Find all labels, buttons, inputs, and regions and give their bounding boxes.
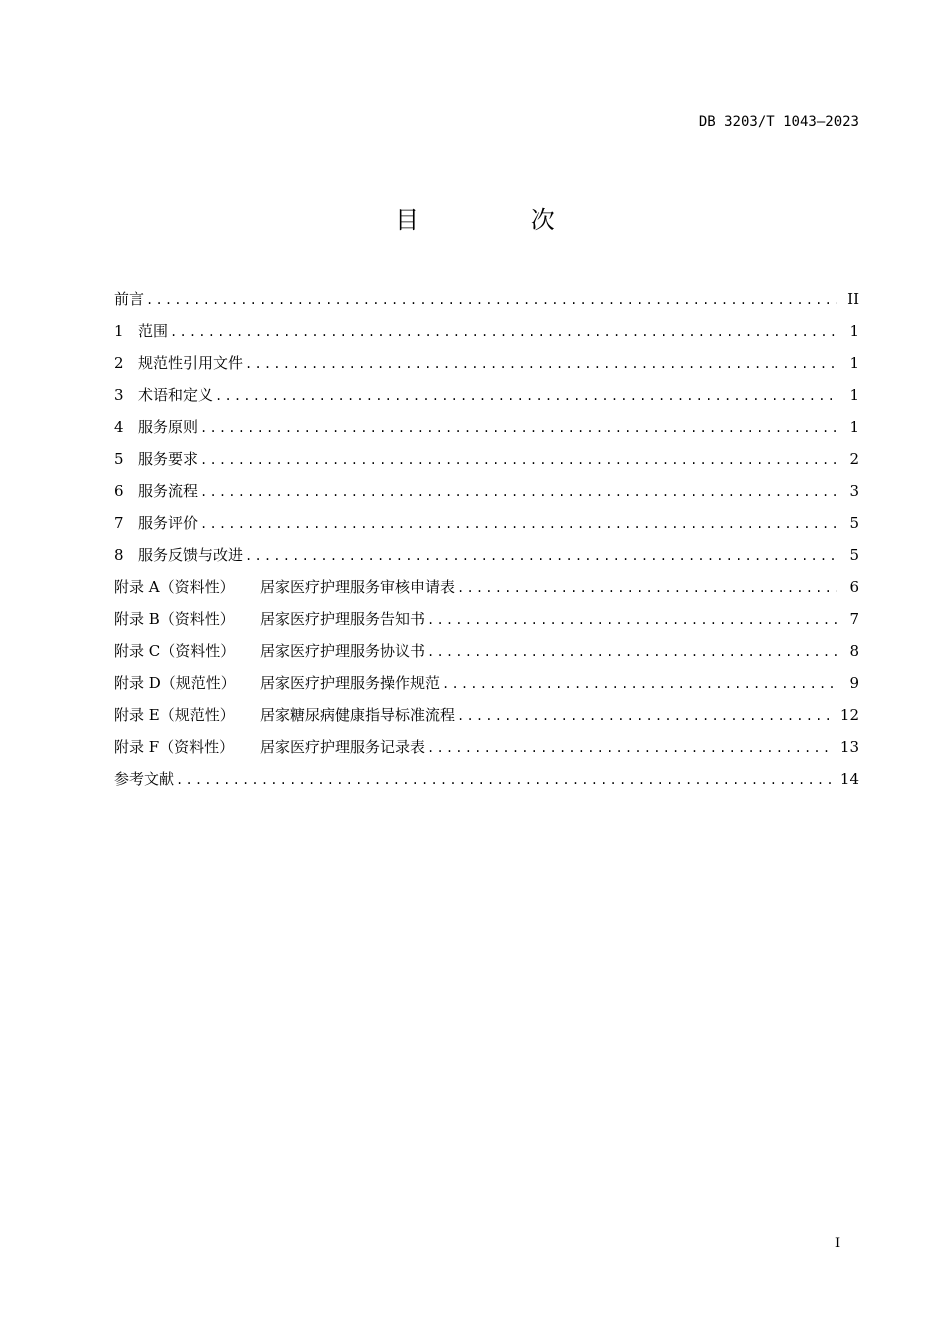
toc-entry-foreword[interactable] bbox=[114, 286, 859, 318]
toc-entry-label: 居家医疗护理服务告知书 bbox=[260, 610, 426, 628]
toc-entry-label: 居家糖尿病健康指导标准流程 bbox=[260, 706, 456, 724]
toc-entry-appendix-c[interactable] bbox=[114, 638, 859, 670]
toc-leader-dots bbox=[146, 287, 837, 313]
toc-entry-number: 8 bbox=[114, 546, 124, 564]
toc-entry-5[interactable] bbox=[114, 446, 859, 478]
toc-entry-appendix-e[interactable] bbox=[114, 702, 859, 734]
toc-appendix-prefix: 附录 E（规范性） bbox=[114, 706, 235, 724]
toc-entry-1[interactable] bbox=[114, 318, 859, 350]
toc-leader-dots bbox=[427, 735, 834, 761]
toc-entry-label: 前言 bbox=[114, 290, 145, 308]
toc-entry-number: 5 bbox=[114, 450, 124, 468]
toc-entry-page: 13 bbox=[839, 738, 859, 756]
toc-entry-label: 居家医疗护理服务审核申请表 bbox=[260, 578, 456, 596]
toc-entry-page: 14 bbox=[839, 770, 859, 788]
toc-appendix-prefix: 附录 A（资料性） bbox=[114, 578, 235, 596]
toc-entry-page: 6 bbox=[849, 578, 859, 596]
toc-entry-label: 服务原则 bbox=[138, 418, 199, 436]
toc-entry-label: 服务流程 bbox=[138, 482, 199, 500]
toc-entry-page: 3 bbox=[849, 482, 859, 500]
toc-entry-page: 1 bbox=[849, 386, 859, 404]
toc-entry-2[interactable] bbox=[114, 350, 859, 382]
toc-appendix-prefix: 附录 D（规范性） bbox=[114, 674, 236, 692]
toc-entry-page: 12 bbox=[839, 706, 859, 724]
toc-entry-7[interactable] bbox=[114, 510, 859, 542]
toc-entry-appendix-d[interactable] bbox=[114, 670, 859, 702]
toc-entry-appendix-a[interactable] bbox=[114, 574, 859, 606]
toc-entry-page: 2 bbox=[849, 450, 859, 468]
toc-leader-dots bbox=[215, 383, 837, 409]
toc-entry-number: 6 bbox=[114, 482, 124, 500]
toc-entry-page: 8 bbox=[849, 642, 859, 660]
toc-leader-dots bbox=[200, 511, 837, 537]
toc-leader-dots bbox=[200, 415, 837, 441]
toc-leader-dots bbox=[457, 703, 834, 729]
toc-entry-number: 3 bbox=[114, 386, 124, 404]
toc-entry-number: 4 bbox=[114, 418, 124, 436]
toc-entry-8[interactable] bbox=[114, 542, 859, 574]
toc-entry-number: 1 bbox=[114, 322, 124, 340]
toc-leader-dots bbox=[176, 767, 834, 793]
toc-entry-page: 1 bbox=[849, 354, 859, 372]
toc-entry-3[interactable] bbox=[114, 382, 859, 414]
toc-entry-label: 居家医疗护理服务操作规范 bbox=[260, 674, 441, 692]
toc-entry-number: 2 bbox=[114, 354, 124, 372]
toc-leader-dots bbox=[200, 479, 837, 505]
toc-entry-page: 7 bbox=[849, 610, 859, 628]
toc-appendix-prefix: 附录 B（资料性） bbox=[114, 610, 235, 628]
page-title: 目 次 bbox=[395, 206, 607, 234]
toc-entry-references[interactable] bbox=[114, 766, 859, 798]
toc-entry-4[interactable] bbox=[114, 414, 859, 446]
toc-entry-6[interactable] bbox=[114, 478, 859, 510]
toc-leader-dots bbox=[442, 671, 837, 697]
toc-leader-dots bbox=[170, 319, 837, 345]
toc-appendix-prefix: 附录 F（资料性） bbox=[114, 738, 235, 756]
toc-entry-label: 参考文献 bbox=[114, 770, 175, 788]
toc-leader-dots bbox=[245, 351, 837, 377]
toc-entry-label: 居家医疗护理服务记录表 bbox=[260, 738, 426, 756]
toc-appendix-prefix: 附录 C（资料性） bbox=[114, 642, 236, 660]
toc-leader-dots bbox=[427, 639, 837, 665]
toc-entry-appendix-b[interactable] bbox=[114, 606, 859, 638]
toc-entry-label: 服务评价 bbox=[138, 514, 199, 532]
toc-entry-label: 范围 bbox=[138, 322, 169, 340]
toc-leader-dots bbox=[245, 543, 837, 569]
toc-entry-label: 规范性引用文件 bbox=[138, 354, 244, 372]
standard-code: DB 3203/T 1043—2023 bbox=[698, 114, 859, 130]
toc-entry-page: 5 bbox=[849, 546, 859, 564]
toc-leader-dots bbox=[457, 575, 837, 601]
toc-entry-appendix-f[interactable] bbox=[114, 734, 859, 766]
table-of-contents bbox=[114, 286, 859, 798]
toc-entry-label: 服务反馈与改进 bbox=[138, 546, 244, 564]
toc-leader-dots bbox=[200, 447, 837, 473]
toc-entry-number: 7 bbox=[114, 514, 124, 532]
toc-leader-dots bbox=[427, 607, 837, 633]
toc-entry-page: 1 bbox=[849, 418, 859, 436]
toc-entry-page: 1 bbox=[849, 322, 859, 340]
toc-entry-page: II bbox=[847, 290, 859, 308]
toc-entry-label: 服务要求 bbox=[138, 450, 199, 468]
toc-entry-label: 术语和定义 bbox=[138, 386, 214, 404]
page-number: I bbox=[835, 1236, 841, 1251]
toc-entry-label: 居家医疗护理服务协议书 bbox=[260, 642, 426, 660]
toc-entry-page: 5 bbox=[849, 514, 859, 532]
toc-entry-page: 9 bbox=[849, 674, 859, 692]
